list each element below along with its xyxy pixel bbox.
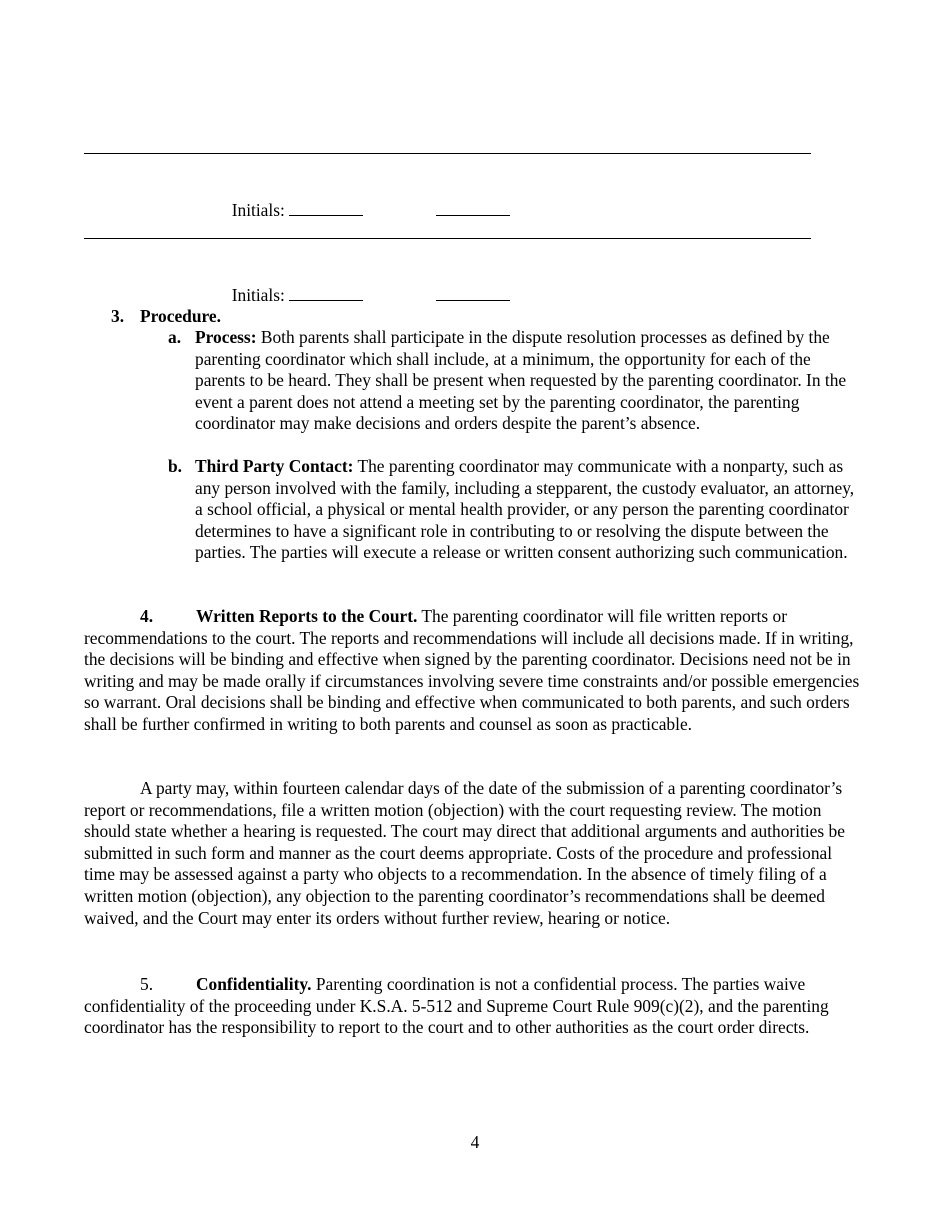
section-number: 5. [140, 974, 154, 994]
section-title: Confidentiality. [196, 974, 312, 994]
initials-blank-2 [436, 215, 510, 216]
section-3b-item [168, 456, 860, 564]
initials-row-2 [223, 262, 510, 306]
section-number: 4. [140, 606, 154, 626]
signature-line-1 [84, 153, 811, 154]
item-marker: b. [168, 456, 183, 476]
item-text: The parenting coordinator may communicate with a nonparty, such as any person involved with the family, including a stepparent, the custody evaluator, an attorney, a school official, a physical or mental health provider, or any person the parenting coordinator determines to have a significant role in contributing to or resolving the dispute between the parties. The parties will execute a release or written consent authorizing such communication. [195, 456, 855, 563]
item-text: Both parents shall participate in the dispute resolution processes as defined by the parenting coordinator which shall include, at a minimum, the opportunity for each of the parents to be heard. They shall be present when requested by the parenting coordinator. In the event a parent does not attend a meeting set by the parenting coordinator, the parenting coordinator may make decisions and orders despite the parent’s absence. [195, 327, 847, 434]
section-3-heading [111, 305, 221, 327]
item-body [195, 456, 860, 564]
page-number: 4 [470, 1132, 480, 1152]
item-title: Process: [195, 327, 257, 347]
section-number: 3. [111, 306, 125, 326]
section-4-paragraph [84, 606, 864, 736]
initials-blank-1 [289, 300, 363, 301]
section-title: Written Reports to the Court. [196, 606, 418, 626]
section-4-paragraph-2 [84, 778, 864, 929]
section-title: Procedure. [140, 306, 221, 326]
initials-blank-2 [436, 300, 510, 301]
item-title: Third Party Contact: [195, 456, 354, 476]
section-5-paragraph [84, 974, 864, 1039]
signature-line-2 [84, 238, 811, 239]
initials-blank-1 [289, 215, 363, 216]
item-marker: a. [168, 327, 182, 347]
initials-row-1 [223, 177, 510, 221]
item-body [195, 327, 860, 435]
section-text: The parenting coordinator will file written reports or recommendations to the court. The reports and recommendations will include all decisions made. If in writing, the decisions will be binding and effective when signed by the parenting coordinator. Decisions need not be in writing and may be made orally if circumstances involving severe time constraints and/or possible emergencies so warrant. Oral decisions shall be binding and effective when communicated to both parents, and such orders shall be further confirmed in writing to both parents and counsel as soon as practicable. [84, 606, 860, 734]
section-3a-item [168, 327, 860, 435]
initials-label: Initials: [231, 285, 285, 305]
section-text: Parenting coordination is not a confidential process. The parties waive confidentiality of the proceeding under K.S.A. 5-512 and Supreme Court Rule 909(c)(2), and the parenting coordinator has the responsibility to report to the court and to other authorities as the court order directs. [84, 974, 829, 1038]
section-text: A party may, within fourteen calendar days of the date of the submission of a parenting coordinator’s report or recommendations, file a written motion (objection) with the court requesting review. The motion should state whether a hearing is requested. The court may direct that additional arguments and authorities be submitted in such form and manner as the court deems appropriate. Costs of the procedure and professional time may be assessed against a party who objects to a recommendation. In the absence of timely filing of a written motion (objection), any objection to the parenting coordinator’s recommendations shall be deemed waived, and the Court may enter its orders without further review, hearing or notice. [84, 778, 845, 928]
initials-label: Initials: [231, 200, 285, 220]
